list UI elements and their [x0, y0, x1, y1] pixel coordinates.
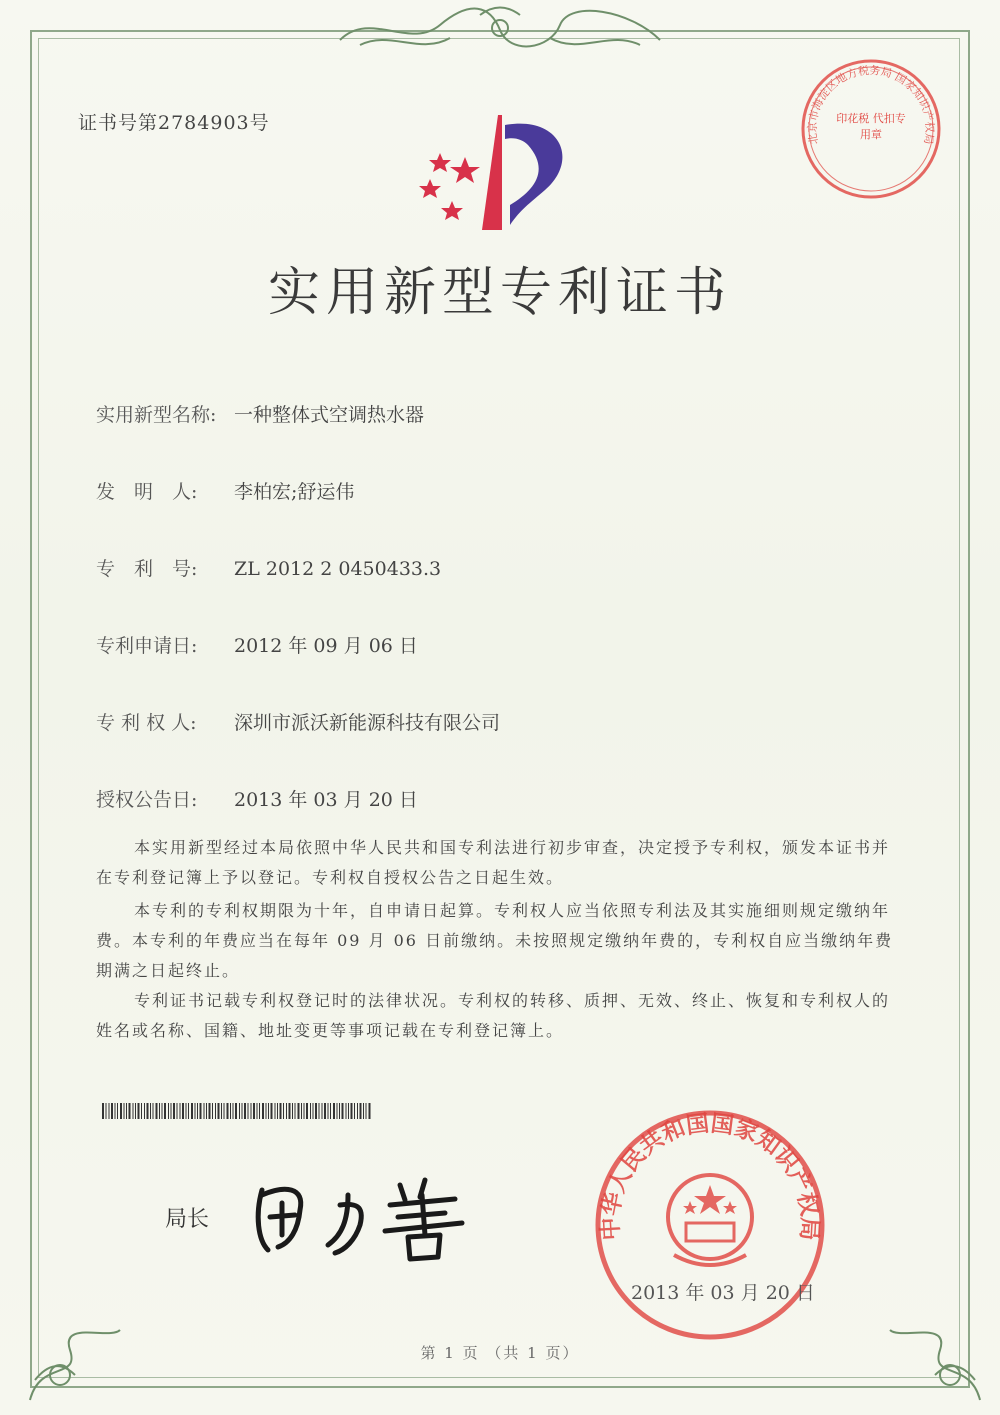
- seal-text: 中华人民共和国国家知识产权局: [597, 1110, 823, 1242]
- field-label: 发 明 人:: [96, 481, 198, 503]
- field-label: 实用新型名称:: [96, 404, 217, 426]
- field-patentee: [96, 708, 500, 735]
- field-application-date: [96, 631, 418, 658]
- field-value: ZL 2012 2 0450433.3: [234, 558, 442, 580]
- field-grant-date: [96, 785, 418, 812]
- field-label: 授权公告日:: [96, 789, 198, 811]
- patent-office-logo: [410, 105, 590, 235]
- page-number: 第 1 页 （共 1 页）: [420, 1344, 580, 1362]
- director-signature: [240, 1165, 480, 1265]
- star-icon: [441, 201, 463, 220]
- certificate-number: 证书号第2784903号: [78, 112, 270, 134]
- field-value: 2013 年 03 月 20 日: [234, 789, 418, 811]
- star-icon: [419, 179, 441, 198]
- official-seal: [590, 1105, 830, 1345]
- field-value: 李柏宏;舒运伟: [234, 481, 355, 503]
- star-icon: [429, 153, 451, 172]
- stamp-center-text: 印花税 代扣专用章: [836, 112, 906, 141]
- field-value: 2012 年 09 月 06 日: [234, 635, 418, 657]
- director-label: 局长: [165, 1207, 210, 1232]
- field-label: 专 利 权 人:: [96, 712, 197, 734]
- stamp-duty-seal: [798, 56, 944, 202]
- corner-ornament-bottom-right: [880, 1320, 990, 1410]
- star-icon: [450, 157, 480, 183]
- top-ornament: [330, 0, 670, 60]
- certificate-title: 实用新型专利证书: [267, 263, 732, 323]
- field-patent-number: [96, 554, 441, 581]
- stamp-arc-text: 北京市海淀区地方税务局 国家知识产权局: [805, 63, 937, 146]
- field-utility-model-name: [96, 400, 424, 427]
- paragraph-examination: 本实用新型经过本局依照中华人民共和国专利法进行初步审查，决定授予专利权，颁发本证书并在专利登记簿上予以登记。专利权自授权公告之日起生效。: [96, 838, 891, 887]
- national-emblem-icon: [668, 1175, 752, 1265]
- paragraph-legal-status: 专利证书记载专利权登记时的法律状况。专利权的转移、质押、无效、终止、恢复和专利权人的姓名或名称、国籍、地址变更等事项记载在专利登记簿上。: [96, 991, 891, 1040]
- barcode: [102, 1103, 372, 1119]
- field-label: 专 利 号:: [96, 558, 198, 580]
- field-value: 一种整体式空调热水器: [234, 404, 425, 426]
- seal-date: 2013 年 03 月 20 日: [631, 1282, 815, 1304]
- field-label: 专利申请日:: [96, 635, 198, 657]
- field-inventor: [96, 477, 354, 504]
- paragraph-term: 本专利的专利权期限为十年，自申请日起算。专利权人应当依照专利法及其实施细则规定缴纳年费。本专利的年费应当在每年 09 月 06 日前缴纳。未按照规定缴纳年费的，专利权自应当缴纳年费期满之日起终止。: [96, 901, 894, 980]
- field-value: 深圳市派沃新能源科技有限公司: [234, 712, 501, 734]
- corner-ornament-bottom-left: [20, 1320, 130, 1410]
